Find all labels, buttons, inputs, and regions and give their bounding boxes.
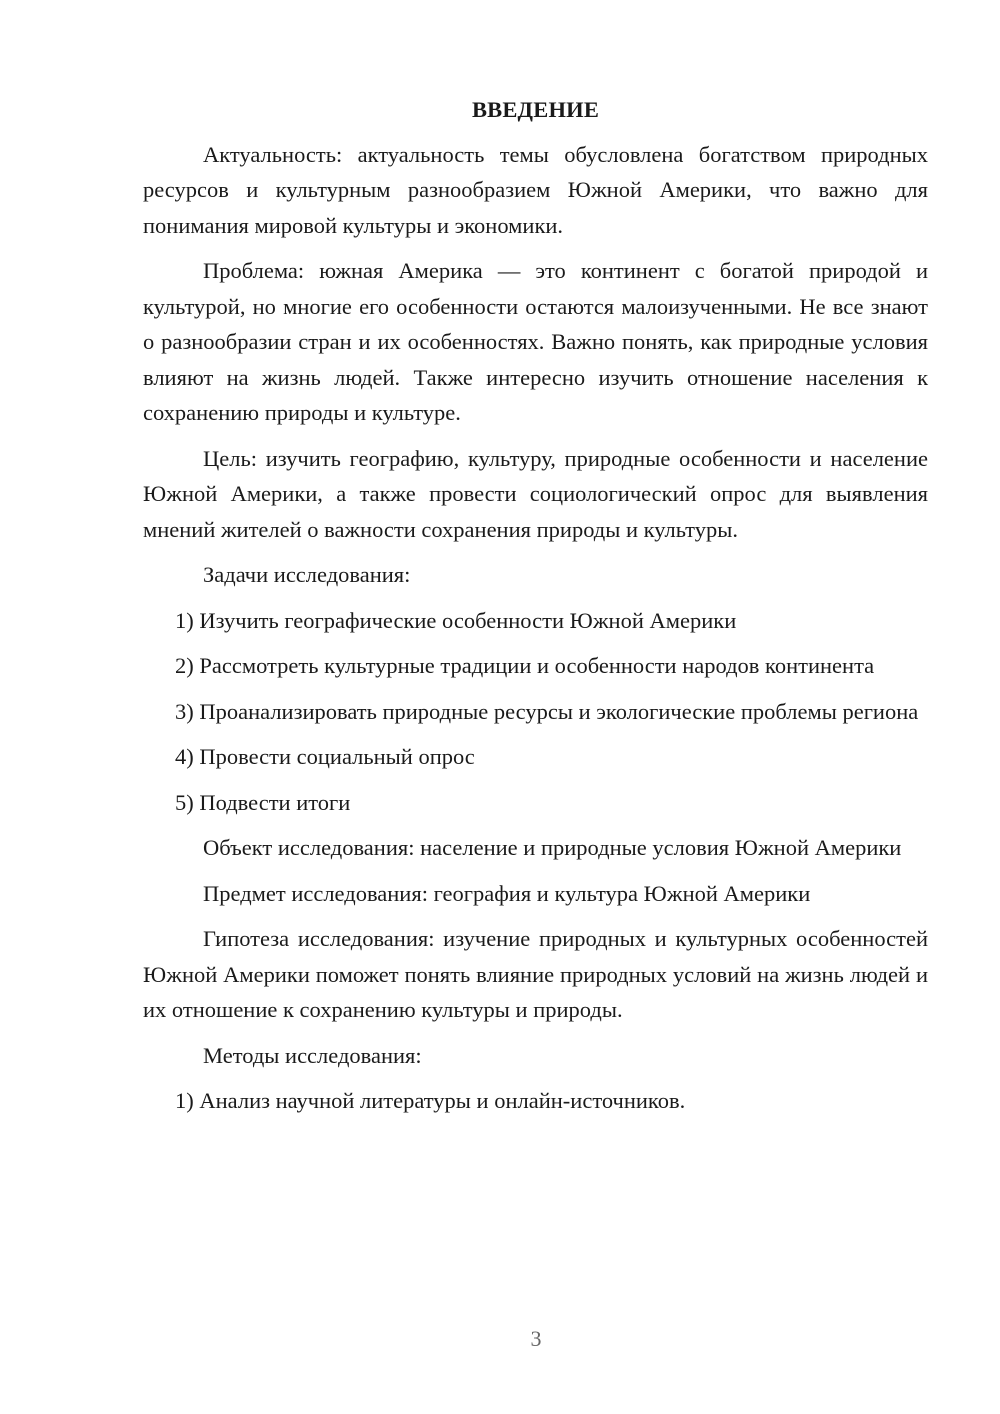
goal-paragraph: Цель: изучить географию, культуру, природные особенности и население Южной Америки, а также провести социологический опрос для выявления мнений жителей о важности сохранения природы и культуры. — [143, 445, 928, 542]
subject-paragraph: Предмет исследования: география и культура Южной Америки — [203, 880, 811, 906]
task-item: 4) Провести социальный опрос — [175, 744, 475, 769]
hypothesis-paragraph: Гипотеза исследования: изучение природных и культурных особенностей Южной Америки поможет понять влияние природных условий на жизнь людей и их отношение к сохранению культуры и природы. — [143, 926, 928, 1022]
method-item: 1) Анализ научной литературы и онлайн-источников. — [175, 1088, 686, 1113]
page-title: ВВЕДЕНИЕ — [471, 97, 600, 122]
problem-paragraph: Проблема: южная Америка — это континент с богатой природой и культурой, но многие его особенности остаются малоизученными. Не все знают о разнообразии стран и их особенностях. Важно понять, как природные условия влияют на жизнь людей. Также интересно изучить отношение населения к сохранению природы и культуре. — [143, 258, 928, 425]
document-page — [143, 92, 928, 1129]
task-item: 5) Подвести итоги — [175, 789, 351, 815]
task-item: 1) Изучить географические особенности Южной Америки — [175, 607, 737, 633]
methods-heading: Методы исследования: — [203, 1042, 422, 1068]
object-paragraph: Объект исследования: население и природные условия Южной Америки — [203, 835, 902, 860]
relevance-paragraph: Актуальность: актуальность темы обусловлена богатством природных ресурсов и культурным разнообразием Южной Америки, что важно для понимания мировой культуры и экономики. — [143, 141, 928, 238]
task-item: 3) Проанализировать природные ресурсы и экологические проблемы региона — [175, 698, 919, 724]
tasks-heading: Задачи исследования: — [203, 562, 411, 587]
task-item: 2) Рассмотреть культурные традиции и особенности народов континента — [175, 653, 875, 678]
page-number: 3 — [530, 1326, 542, 1351]
